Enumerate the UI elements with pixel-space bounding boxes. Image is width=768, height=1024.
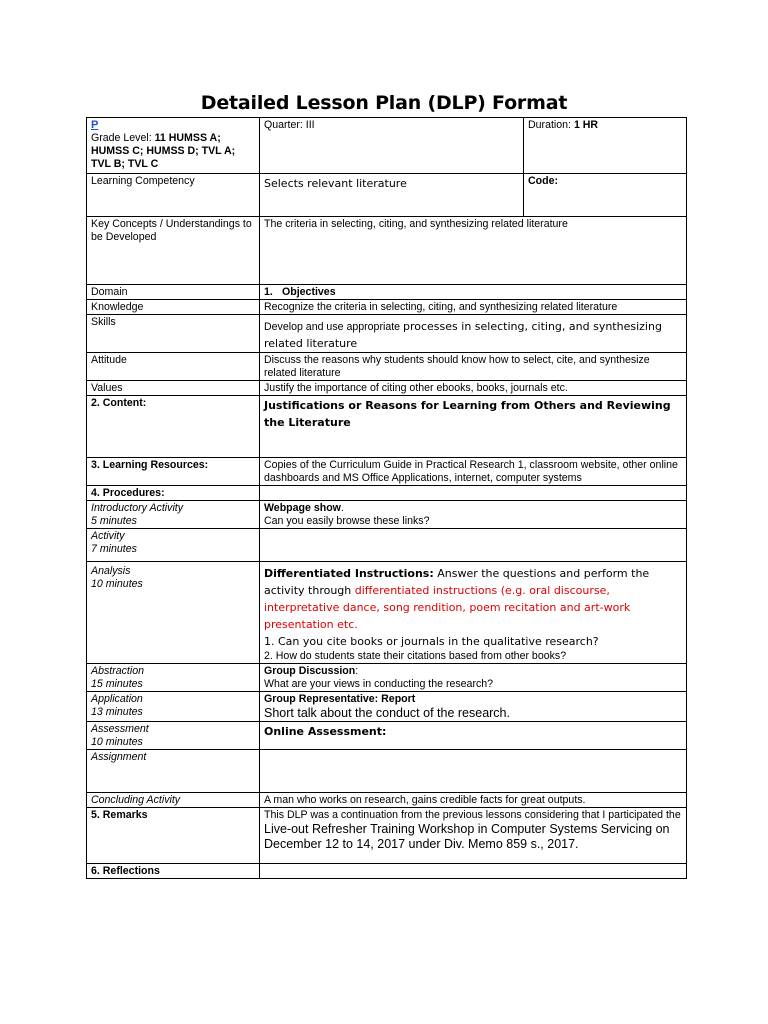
- activity-row: [87, 529, 687, 562]
- abstraction-row: [87, 664, 687, 692]
- skills-label: Skills: [87, 315, 260, 353]
- attitude-value: Discuss the reasons why students should know how to select, cite, and synthesize related literature: [260, 353, 687, 381]
- duration-label: Duration:: [528, 119, 574, 131]
- objectives-number: 1.: [264, 286, 273, 298]
- intro-value: [260, 501, 687, 529]
- header-row: [87, 118, 687, 174]
- abstraction-value: [260, 664, 687, 692]
- skills-row: [87, 315, 687, 353]
- assessment-name: Assessment: [91, 723, 149, 735]
- remarks-text-a: This DLP was a continuation from the previous lessons considering that I participated the: [264, 809, 681, 821]
- differentiated-heading: Differentiated Instructions:: [264, 567, 434, 580]
- knowledge-row: [87, 300, 687, 315]
- analysis-value: [260, 562, 687, 664]
- objectives-heading: Objectives: [282, 286, 336, 298]
- reflections-row: [87, 864, 687, 879]
- intro-label: [87, 501, 260, 529]
- group-discussion-question: What are your views in conducting the research?: [264, 678, 494, 690]
- knowledge-value: Recognize the criteria in selecting, citing, and synthesizing related literature: [260, 300, 687, 315]
- knowledge-label: Knowledge: [87, 300, 260, 315]
- page-title: Detailed Lesson Plan (DLP) Format: [200, 92, 568, 114]
- key-concepts-row: [87, 217, 687, 285]
- key-concepts-value: The criteria in selecting, citing, and synthesizing related literature: [260, 217, 687, 285]
- domain-row: [87, 285, 687, 300]
- application-label: [87, 692, 260, 722]
- remarks-row: [87, 808, 687, 864]
- application-value: [260, 692, 687, 722]
- application-name: Application: [91, 693, 143, 705]
- analysis-row: [87, 562, 687, 664]
- key-concepts-label: Key Concepts / Understandings to be Developed: [87, 217, 260, 285]
- analysis-label: [87, 562, 260, 664]
- analysis-time: 10 minutes: [91, 578, 143, 590]
- skills-text-b: processes in selecting, citing, and synthesizing related literature: [264, 320, 662, 350]
- duration-cell: [524, 118, 687, 174]
- resources-value: Copies of the Curriculum Guide in Practical Research 1, classroom website, other online dashboards and MS Office Applications, internet, computer systems: [260, 458, 687, 486]
- abstraction-name: Abstraction: [91, 665, 144, 677]
- content-value: Justifications or Reasons for Learning from Others and Reviewing the Literature: [260, 396, 687, 458]
- assessment-time: 10 minutes: [91, 736, 143, 748]
- procedures-label: 4. Procedures:: [87, 486, 260, 501]
- group-discussion-colon: :: [355, 665, 359, 677]
- values-row: [87, 381, 687, 396]
- content-label: 2. Content:: [87, 396, 260, 458]
- competency-value: Selects relevant literature: [260, 174, 524, 217]
- intro-activity-label: Introductory Activity: [91, 502, 184, 514]
- assignment-row: [87, 750, 687, 793]
- values-label: Values: [87, 381, 260, 396]
- webpage-show-heading: Webpage show: [264, 502, 341, 514]
- grade-level-label: Grade Level:: [91, 132, 155, 144]
- activity-time: 7 minutes: [91, 543, 137, 555]
- remarks-label: 5. Remarks: [87, 808, 260, 864]
- code-label: Code:: [524, 174, 687, 217]
- resources-label: 3. Learning Resources:: [87, 458, 260, 486]
- assessment-label: [87, 722, 260, 750]
- analysis-question-1: 1. Can you cite books or journals in the qualitative research?: [264, 635, 599, 648]
- differentiated-intro: Answer the questions and perform the activity through: [264, 567, 650, 597]
- skills-text-a: Develop and use appropriate: [264, 321, 403, 333]
- activity-name: Activity: [91, 530, 125, 542]
- differentiated-red-text: differentiated instructions (e.g. oral discourse, interpretative dance, song rendition, poem recitation and art-work presentation etc.: [264, 584, 631, 631]
- concluding-label: Concluding Activity: [87, 793, 260, 808]
- application-row: [87, 692, 687, 722]
- analysis-question-2: 2. How do students state their citations based from other books?: [264, 650, 567, 662]
- attitude-row: [87, 353, 687, 381]
- browse-links-question: Can you easily browse these links?: [264, 515, 430, 527]
- content-row: [87, 396, 687, 458]
- concluding-row: [87, 793, 687, 808]
- quarter-cell: Quarter: III: [260, 118, 524, 174]
- abstraction-label: [87, 664, 260, 692]
- resources-row: [87, 458, 687, 486]
- assessment-row: [87, 722, 687, 750]
- header-link[interactable]: P: [91, 119, 99, 131]
- procedures-row: [87, 486, 687, 501]
- remarks-text-b: Live-out Refresher Training Workshop in Computer Systems Servicing on December 12 to 14, 2017 under Div. Memo 859 s., 2017.: [264, 822, 670, 851]
- lesson-plan-table: [86, 117, 687, 879]
- analysis-name: Analysis: [91, 565, 131, 577]
- duration-value: 1 HR: [573, 119, 599, 131]
- domain-label: Domain: [87, 285, 260, 300]
- online-assessment-heading: Online Assessment:: [260, 722, 687, 750]
- attitude-label: Attitude: [87, 353, 260, 381]
- grade-level-value: 11 HUMSS A; HUMSS C; HUMSS D; TVL A; TVL B; TVL C: [91, 132, 236, 170]
- values-value: Justify the importance of citing other ebooks, books, journals etc.: [260, 381, 687, 396]
- remarks-value: [260, 808, 687, 864]
- concluding-value: A man who works on research, gains credible facts for great outputs.: [260, 793, 687, 808]
- application-time: 13 minutes: [91, 706, 143, 718]
- competency-label: Learning Competency: [87, 174, 260, 217]
- domain-value: [260, 285, 687, 300]
- abstraction-time: 15 minutes: [91, 678, 143, 690]
- short-talk-text: Short talk about the conduct of the research.: [264, 706, 510, 720]
- intro-row: [87, 501, 687, 529]
- group-representative-heading: Group Representative: Report: [264, 693, 416, 705]
- reflections-label: 6. Reflections: [87, 864, 260, 879]
- grade-level-cell: [87, 118, 260, 174]
- group-discussion-heading: Group Discussion: [264, 665, 356, 677]
- webpage-show-end: .: [340, 502, 344, 514]
- assignment-label: Assignment: [87, 750, 260, 793]
- competency-row: [87, 174, 687, 217]
- activity-label: [87, 529, 260, 562]
- intro-time: 5 minutes: [91, 515, 137, 527]
- skills-value: [260, 315, 687, 353]
